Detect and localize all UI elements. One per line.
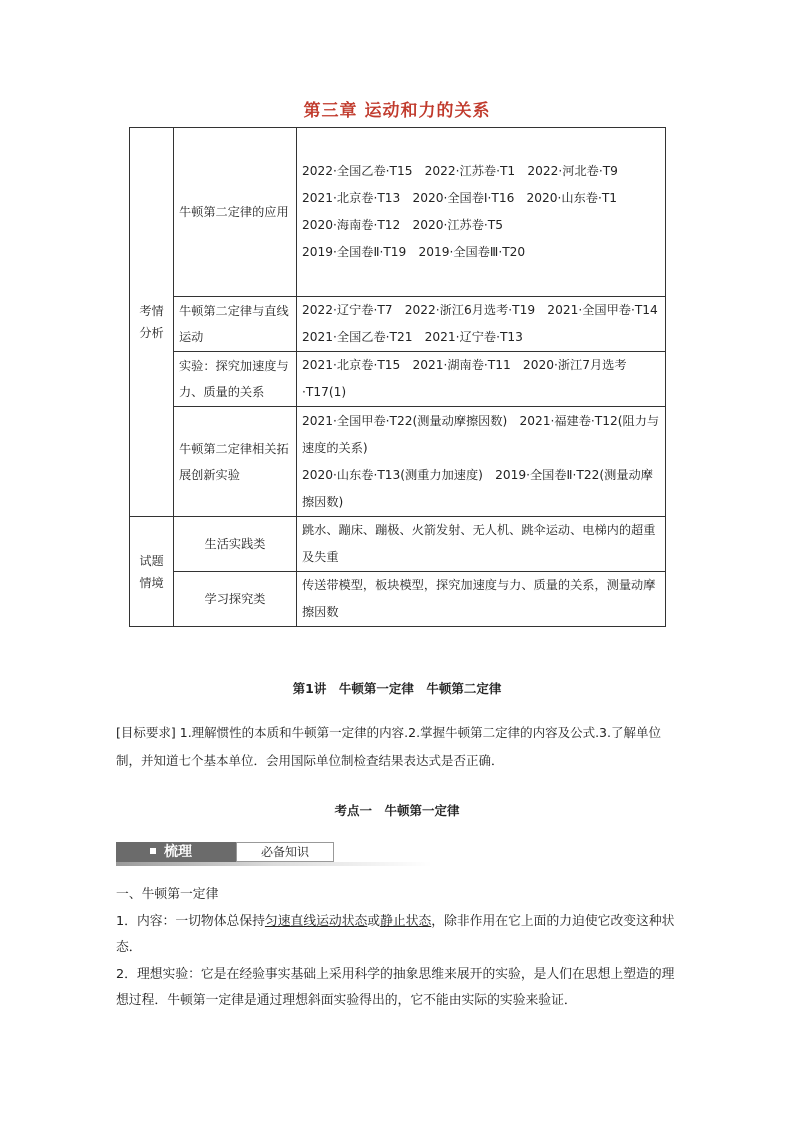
section-heading: 一、牛顿第一定律 bbox=[116, 887, 219, 902]
underlined-term: 静止状态 bbox=[380, 913, 432, 929]
section-subtab: 必备知识 bbox=[236, 842, 334, 862]
learning-goals bbox=[116, 719, 676, 775]
topic-cell: 牛顿第二定律与直线运动 bbox=[174, 297, 297, 352]
exam-cell: 2022·辽宁卷·T7 2022·浙江6月选考·T19 2021·全国甲卷·T14 2021·全国乙卷·T21 2021·辽宁卷·T13 bbox=[297, 297, 666, 352]
key-point-title: 考点一 牛顿第一定律 bbox=[334, 803, 460, 818]
exam-line: 2021·北京卷·T13 2020·全国卷Ⅰ·T16 2020·山东卷·T1 bbox=[302, 191, 618, 205]
gradient-divider bbox=[116, 862, 432, 866]
paragraph-ideal-experiment: 2．理想实验：它是在经验事实基础上采用科学的抽象思维来展开的实验，是人们在思想上塑造的理想过程．牛顿第一定律是通过理想斜面实验得出的，它不能由实际的实验来验证． bbox=[116, 966, 675, 1008]
category-cell: 试题情境 bbox=[130, 517, 174, 627]
scenario-cell: 跳水、蹦床、蹦极、火箭发射、无人机、跳伞运动、电梯内的超重及失重 bbox=[297, 517, 666, 572]
table-row bbox=[130, 517, 666, 572]
exam-line: 2022·全国乙卷·T15 2022·江苏卷·T1 2022·河北卷·T9 bbox=[302, 164, 618, 178]
exam-line: 2020·海南卷·T12 2020·江苏卷·T5 bbox=[302, 218, 503, 232]
body-content bbox=[116, 882, 678, 1015]
exam-line: 2021·全国甲卷·T22(测量动摩擦因数) 2021·福建卷·T12(阻力与速度的关系) bbox=[302, 413, 660, 455]
goal-text: 1.理解惯性的本质和牛顿第一定律的内容.2.掌握牛顿第二定律的内容及公式.3.了解单位制，并知道七个基本单位．会用国际单位制检查结果表达式是否正确． bbox=[116, 725, 661, 768]
table-row bbox=[130, 297, 666, 352]
table-row bbox=[130, 407, 666, 517]
topic-cell: 牛顿第二定律相关拓展创新实验 bbox=[174, 407, 297, 517]
exam-cell: 2021·北京卷·T15 2021·湖南卷·T11 2020·浙江7月选考·T17(1) bbox=[297, 352, 666, 407]
category-cell: 考情分析 bbox=[130, 128, 174, 517]
text-run: 或 bbox=[367, 913, 381, 929]
underlined-term: 匀速直线运动状态 bbox=[264, 913, 368, 929]
exam-cell bbox=[297, 128, 666, 297]
section-tab-label: 梳理 bbox=[164, 844, 192, 860]
topic-cell: 实验：探究加速度与力、质量的关系 bbox=[174, 352, 297, 407]
section-tab-review bbox=[116, 842, 236, 862]
paragraph-content bbox=[116, 909, 678, 962]
exam-line: 2020·山东卷·T13(测重力加速度) 2019·全国卷Ⅱ·T22(测量动摩擦因数) bbox=[302, 467, 653, 509]
text-run: ，除非作用在它上面的力迫使它改变这种状态． bbox=[116, 913, 675, 955]
exam-cell bbox=[297, 407, 666, 517]
exam-analysis-table bbox=[129, 127, 670, 627]
section-header-bar bbox=[116, 842, 432, 866]
text-run: 1．内容：一切物体总保持 bbox=[116, 913, 265, 929]
square-bullet-icon bbox=[150, 848, 156, 854]
scenario-cell: 传送带模型，板块模型，探究加速度与力、质量的关系，测量动摩擦因数 bbox=[297, 572, 666, 627]
topic-cell: 学习探究类 bbox=[174, 572, 297, 627]
table-row bbox=[130, 352, 666, 407]
lesson-title: 第1讲 牛顿第一定律 牛顿第二定律 bbox=[292, 681, 502, 696]
exam-line: 2019·全国卷Ⅱ·T19 2019·全国卷Ⅲ·T20 bbox=[302, 245, 526, 259]
chapter-title: 第三章 运动和力的关系 bbox=[303, 101, 491, 121]
topic-cell: 生活实践类 bbox=[174, 517, 297, 572]
table-row bbox=[130, 572, 666, 627]
topic-cell: 牛顿第二定律的应用 bbox=[174, 128, 297, 297]
goal-label: [目标要求] bbox=[116, 725, 176, 740]
table-row bbox=[130, 128, 666, 297]
